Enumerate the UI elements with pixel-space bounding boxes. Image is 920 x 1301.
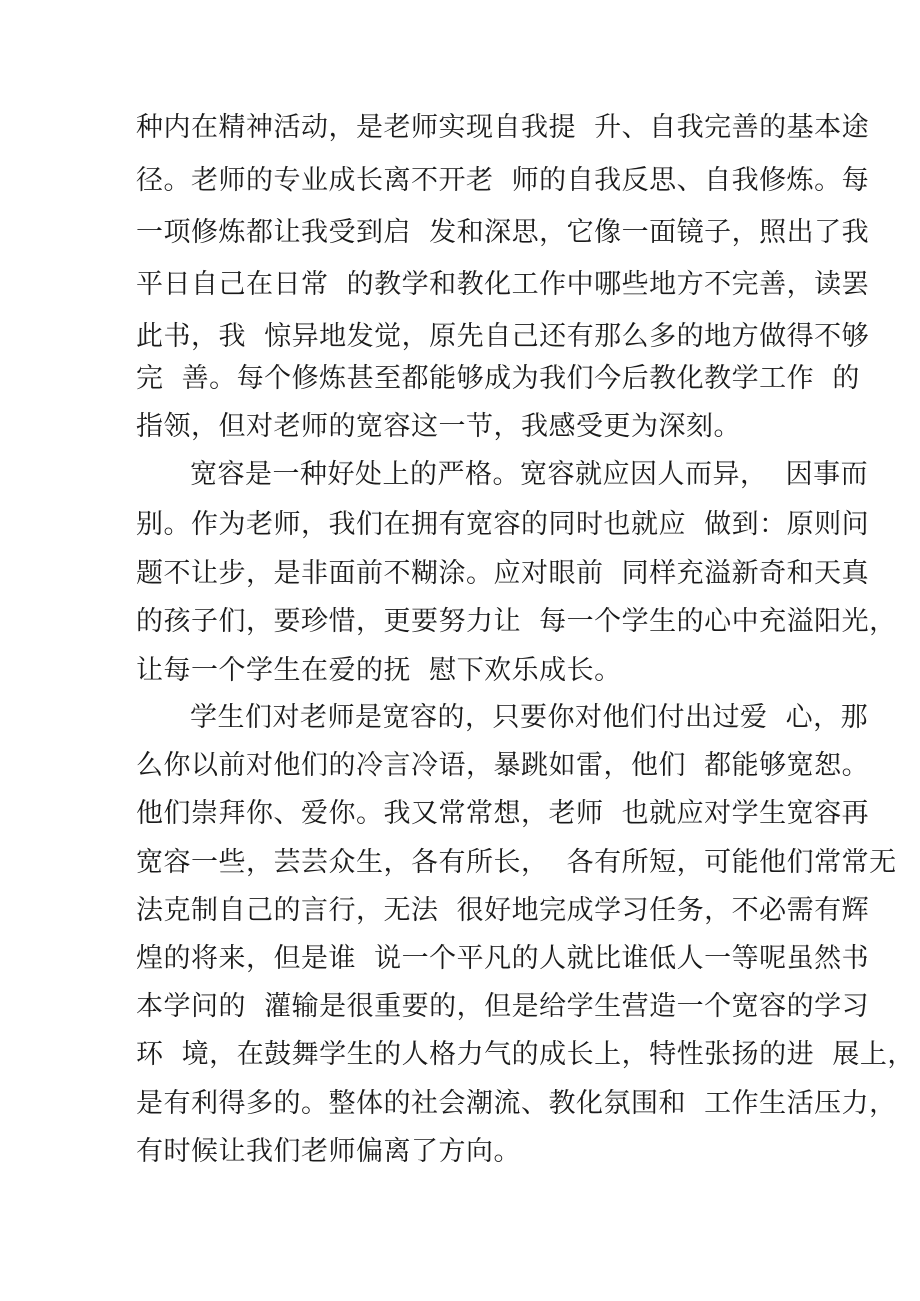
text-line: 是有利得多的。整体的社会潮流、教化氛围和 工作生活压力， [136,1088,897,1119]
text-line: 学生们对老师是宽容的，只要你对他们付出过爱 心，那 [190,702,869,733]
text-line: 指领，但对老师的宽容这一节，我感受更为深刻。 [136,411,741,442]
text-line: 种内在精神活动，是老师实现自我提 升、自我完善的基本途 [136,112,870,143]
text-line: 法克制自己的言行，无法 很好地完成学习任务，不必需有辉 [136,895,870,926]
text-line: 此书，我 惊异地发觉，原先自己还有那么多的地方做得不够 [136,321,870,352]
text-line: 平日自己在日常 的教学和教化工作中哪些地方不完善，读罢 [136,269,870,300]
text-line: 一项修炼都让我受到启 发和深思，它像一面镜子，照出了我 [136,217,870,248]
text-line: 让每一个学生在爱的抚 慰下欢乐成长。 [136,655,622,686]
text-line: 完 善。每个修炼甚至都能够成为我们今后教化教学工作 的 [136,363,860,394]
text-line: 的孩子们，要珍惜，更要努力让 每一个学生的心中充溢阳光， [136,606,897,637]
text-line: 有时候让我们老师偏离了方向。 [136,1136,521,1167]
text-line: 宽容是一种好处上的严格。宽容就应因人而异， 因事而 [190,459,869,490]
text-line: 环 境，在鼓舞学生的人格力气的成长上，特性张扬的进 展上， [136,1039,915,1070]
text-line: 么你以前对他们的冷言冷语，暴跳如雷，他们 都能够宽恕。 [136,750,870,781]
text-line: 本学问的 灌输是很重要的，但是给学生营造一个宽容的学习 [136,991,870,1022]
text-line: 径。老师的专业成长离不开老 师的自我反思、自我修炼。每 [136,165,870,196]
text-line: 他们崇拜你、爱你。我又常常想，老师 也就应对学生宽容再 [136,798,870,829]
text-line: 煌的将来，但是谁 说一个平凡的人就比谁低人一等呢虽然书 [136,943,870,974]
text-line: 别。作为老师，我们在拥有宽容的同时也就应 做到：原则问 [136,509,870,540]
text-line: 题不让步，是非面前不糊涂。应对眼前 同样充溢新奇和天真 [136,558,870,589]
text-line: 宽容一些，芸芸众生，各有所长， 各有所短，可能他们常常无 [136,847,897,878]
